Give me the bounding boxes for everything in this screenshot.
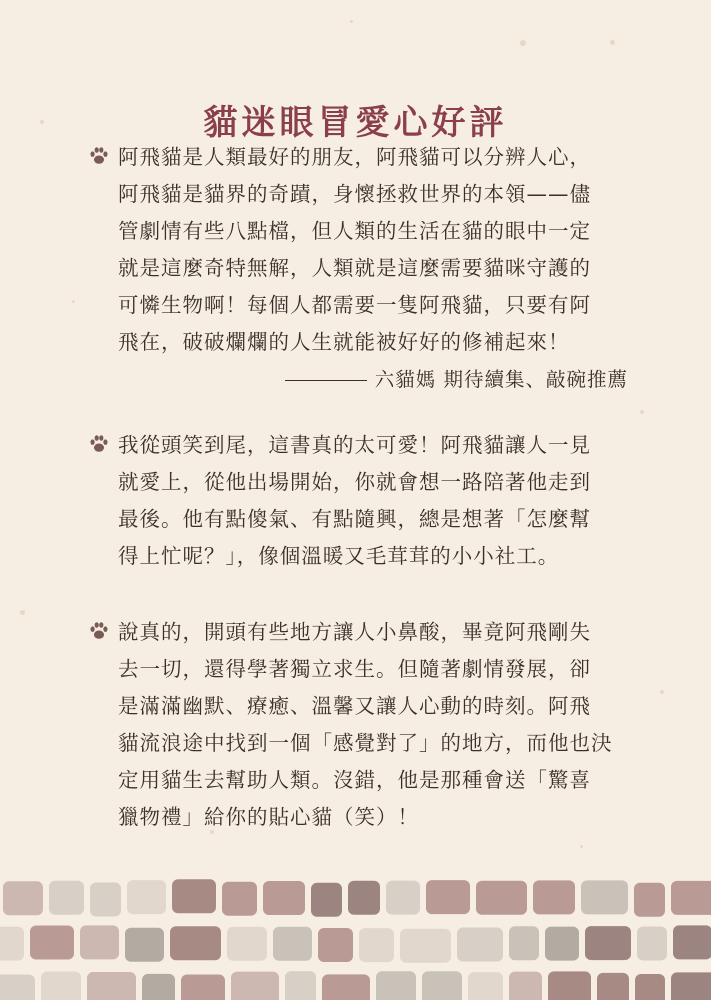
- cobblestone: [321, 973, 371, 1000]
- cobblestone: [126, 879, 167, 915]
- review-line: 可憐生物啊！每個人都需要一隻阿飛貓，只要有阿: [118, 293, 591, 317]
- paw-print-icon: [88, 145, 110, 167]
- cobblestone: [508, 971, 543, 1000]
- signature-text: 六貓媽 期待續集、敲碗推薦: [374, 368, 628, 391]
- cobblestone: [317, 927, 354, 963]
- cobblestone: [596, 972, 630, 1000]
- review-line: 獵物禮」給你的貼心貓（笑）！: [118, 805, 419, 829]
- cobblestone: [636, 925, 668, 961]
- cobblestone: [532, 879, 576, 915]
- cobblestone: [169, 925, 222, 961]
- review-text: [118, 427, 628, 575]
- review-text: [118, 139, 628, 398]
- review-item: [88, 614, 628, 836]
- cobblestone: [310, 882, 343, 918]
- cobblestone: [2, 880, 44, 916]
- cobblestone: [580, 879, 629, 915]
- cobblestone: [421, 970, 463, 1000]
- paw-print-icon: [88, 433, 110, 455]
- cobblestone: [467, 971, 504, 1000]
- cobblestone: [86, 971, 137, 1000]
- cobblestone: [79, 924, 120, 960]
- review-line: 就是這麼奇特無解，人類就是這麼需要貓咪守護的: [118, 256, 591, 280]
- cobblestone: [508, 925, 540, 961]
- cobblestone: [633, 882, 666, 918]
- cobblestone: [171, 878, 217, 914]
- cobblestone: [89, 882, 122, 918]
- review-text: [118, 614, 628, 836]
- cobblestone: [48, 880, 85, 916]
- review-line: 管劇情有些八點檔，但人類的生活在貓的眼中一定: [118, 219, 591, 243]
- cobblestone: [425, 879, 471, 915]
- review-line: 就愛上，從他出場開始，你就會想一路陪著他走到: [118, 470, 591, 494]
- cobblestone: [284, 970, 317, 1000]
- cobblestone: [226, 926, 268, 962]
- cobblestone: [124, 927, 165, 963]
- cobblestone: [141, 973, 176, 1000]
- cobblestone: [670, 971, 711, 1000]
- signature-dash: [285, 380, 367, 381]
- review-line: 是滿滿幽默、療癒、溫馨又讓人心動的時刻。阿飛: [118, 694, 591, 718]
- page-title: 貓迷眼冒愛心好評: [203, 102, 508, 143]
- review-line: 阿飛貓是貓界的奇蹟，身懷拯救世界的本領——儘: [118, 182, 591, 206]
- review-item: [88, 427, 628, 575]
- cobblestone: [456, 927, 504, 963]
- cobblestone: [272, 926, 313, 962]
- review-item: [88, 139, 628, 398]
- cobblestone: [672, 924, 711, 960]
- cobblestone: [230, 971, 280, 1000]
- cobblestone: [40, 971, 82, 1000]
- review-line: 飛在，破破爛爛的人生就能被好好的修補起來！: [118, 330, 570, 354]
- cobblestone: [475, 880, 528, 916]
- cobblestone: [670, 880, 711, 916]
- cobblestone: [29, 925, 75, 961]
- cobblestone: [347, 880, 381, 916]
- review-line: 貓流浪途中找到一個「感覺對了」的地方，而他也決: [118, 731, 613, 755]
- review-line: 去一切，還得學著獨立求生。但隨著劇情發展，卻: [118, 657, 591, 681]
- cobblestone-border: [0, 870, 711, 1000]
- review-line: 定用貓生去幫助人類。沒錯，他是那種會送「驚喜: [118, 768, 591, 792]
- cobblestone: [399, 928, 452, 964]
- review-line: 得上忙呢？」，像個溫暖又毛茸茸的小小社工。: [118, 544, 560, 568]
- review-line: 說真的，開頭有些地方讓人小鼻酸，畢竟阿飛剛失: [118, 620, 591, 644]
- cobblestone: [375, 970, 417, 1000]
- cobblestone: [0, 926, 25, 962]
- cobblestone: [221, 881, 258, 917]
- cobblestone: [0, 973, 36, 1000]
- cobblestone: [584, 925, 632, 961]
- review-signature: [118, 361, 628, 398]
- cobblestone: [385, 880, 421, 916]
- cobblestone: [544, 926, 580, 962]
- cobblestone: [634, 973, 666, 1000]
- cobblestone: [547, 970, 592, 1000]
- cobblestone: [180, 973, 226, 1000]
- cobblestone: [358, 927, 395, 963]
- review-line: 最後。他有點傻氣、有點隨興，總是想著「怎麼幫: [118, 507, 591, 531]
- cobblestone: [262, 880, 306, 916]
- review-line: 阿飛貓是人類最好的朋友，阿飛貓可以分辨人心，: [118, 145, 591, 169]
- review-line: 我從頭笑到尾，這書真的太可愛！阿飛貓讓人一見: [118, 433, 591, 457]
- paw-print-icon: [88, 620, 110, 642]
